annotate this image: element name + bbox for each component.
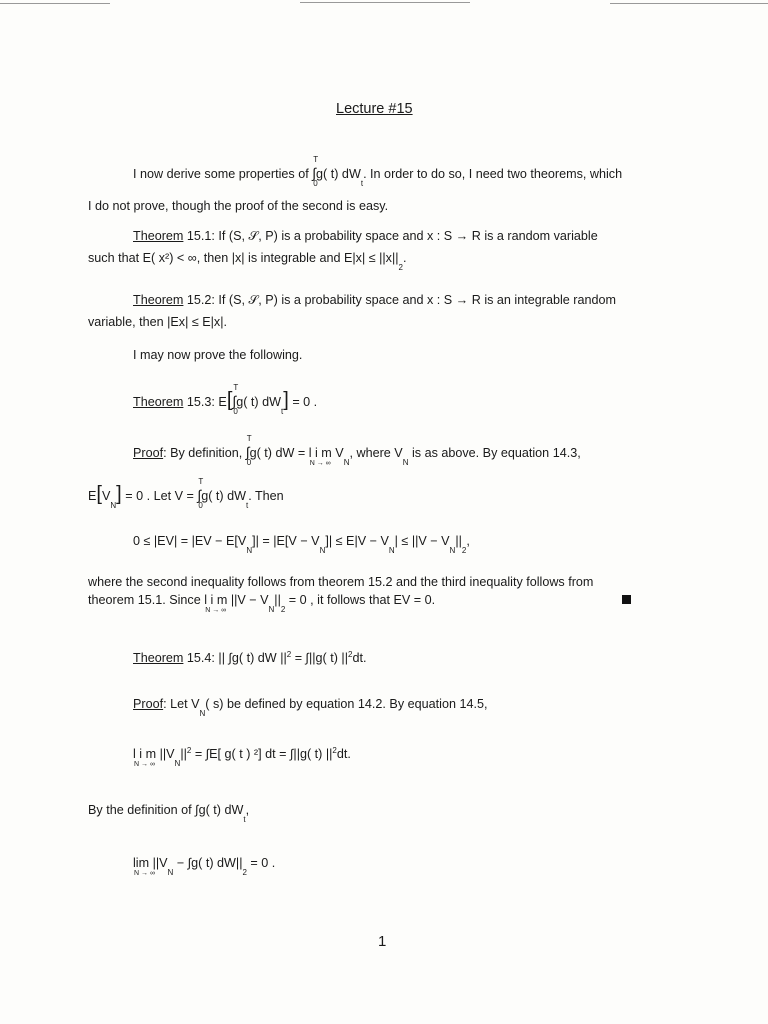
intro-line-2: I do not prove, though the proof of the second is easy. [88, 199, 389, 213]
proof-1-where-2: theorem 15.1. Since l i m N → ∞ $||V - V_N||_2 = 0$ , it follows that EV = 0. [88, 593, 436, 614]
intro-text: I now derive some properties of [133, 167, 309, 181]
ineq-part: ]| ≤ E|V − V [325, 534, 389, 548]
qed-square [622, 595, 631, 604]
scan-artifact-line [0, 3, 110, 4]
subscript: N [110, 501, 117, 510]
integral-expression: ∫g( t) dW|| [187, 856, 243, 870]
subscript: t [281, 407, 284, 416]
inequality-chain: $0 \le |EV| = |EV - E[V_N]| = |E[V - V_N]| \le E|V - V_N| \le ||V - V_N||_2$, [133, 534, 470, 555]
theorem-text: 15.3: [186, 395, 215, 409]
theorem-15-1-line-1 [133, 230, 598, 243]
norm-expression: ||V [159, 747, 175, 761]
integral-symbol: ∫ T 0 [197, 477, 204, 510]
page-title: Lecture #15 [336, 101, 413, 117]
theorem-text: such that E( x²) < ∞, then |x| is integrable and E|x| ≤ ||x|| [88, 251, 399, 265]
equals: = [194, 747, 203, 761]
limit: l i m N → ∞ [133, 747, 157, 768]
equals: = [297, 446, 306, 460]
equation-rhs: = 0 . [292, 395, 318, 409]
theorem-label: Theorem [133, 651, 184, 665]
proof-text: : Let V [163, 697, 200, 711]
integral-expression: g( t) dW [201, 489, 246, 503]
proof-label: Proof [133, 446, 164, 460]
theorem-text: 15.1: If (S, 𝒮, P) is a probability space and x : S → R is a random variable [186, 229, 598, 243]
intro-text: . In order to do so, I need two theorems, which [363, 167, 623, 181]
superscript: 2 [286, 650, 292, 659]
theorem-15-3 [133, 383, 318, 416]
theorem-label: Theorem [133, 229, 184, 243]
equation-lhs: || ∫g( t) dW || [218, 651, 287, 665]
intro-line-1 [133, 155, 623, 188]
norm-expression: ||V − V [230, 593, 269, 607]
ineq-part: 0 ≤ |EV| = |EV − E[V [133, 534, 247, 548]
subscript: N [199, 709, 206, 718]
integral-symbol: ∫ T 0 [245, 434, 252, 467]
theorem-label: Theorem [133, 293, 184, 307]
scan-artifact-line [300, 2, 470, 3]
proof-1-line-2: $E[V_N] = 0$ . Let V = ∫ T 0 g( t) $dW_t$. Then [88, 477, 284, 510]
proof-text: ( s) be defined by equation 14.2. By equation 14.5, [205, 697, 488, 711]
bracket: ] [283, 389, 289, 411]
theorem-label: Theorem [133, 395, 184, 409]
theorem-15-2-line-2: variable, then |Ex| ≤ E|x|. [88, 315, 227, 329]
bracket: [ [226, 389, 233, 411]
theorem-15-4 [133, 652, 366, 665]
expectation-symbol: E [88, 489, 97, 503]
equation-part: ∫||g( t) || [289, 747, 333, 761]
superscript: 2 [347, 650, 353, 659]
norm-expression: ||V [152, 856, 168, 870]
subscript: N [343, 458, 350, 467]
ineq-part: || [455, 534, 462, 548]
theorem-text: 15.4: [186, 651, 215, 665]
equation-part: ∫E[ g( t ) ²] dt = [205, 747, 287, 761]
proof-2-equation: l i m N → ∞ $||V_N||^2 = \int E$[ g( t ) ²] dt = ∫||g( t) $||^2dt$. [133, 746, 351, 768]
ineq-part: | ≤ ||V − V [394, 534, 450, 548]
proof-text: , where V [349, 446, 403, 460]
proof-2-definition: By the definition of ∫g( t) $dW_t$, [88, 803, 250, 824]
subscript: N [402, 458, 409, 467]
proof-text: is as above. By equation 14.3, [411, 446, 581, 460]
norm-expression: || [180, 747, 187, 761]
proof-text: By the definition of [88, 803, 192, 817]
variable: V [335, 446, 344, 460]
proof-text: theorem 15.1. Since [88, 593, 201, 607]
integral-expression: g( t) dW [316, 167, 361, 181]
limit: l i m N → ∞ [204, 593, 228, 614]
proof-text: . Then [248, 489, 284, 503]
limit: l i m N → ∞ [308, 446, 332, 467]
proof-1-line-1 [133, 434, 581, 467]
proof-1-where-1: where the second inequality follows from theorem 15.2 and the third inequality follows from [88, 575, 594, 589]
equals: = [294, 651, 303, 665]
proof-text: = 0 , it follows that EV = 0. [288, 593, 436, 607]
equation-rhs: dt. [352, 651, 367, 665]
theorem-15-2-line-1 [133, 294, 616, 307]
integral-expression: g( t) dW [249, 446, 295, 460]
proof-label: Proof [133, 697, 164, 711]
integral-expression: g( t) dW [236, 395, 282, 409]
subscript: 2 [398, 263, 403, 272]
prove-following: I may now prove the following. [133, 348, 303, 362]
punct: , [466, 534, 470, 548]
integral-symbol: ∫ T 0 [312, 155, 319, 188]
proof-2-line-1 [133, 697, 488, 718]
theorem-text: 15.2: If (S, 𝒮, P) is a probability space and x : S → R is an integrable random [186, 293, 616, 307]
proof-text: : By definition, [163, 446, 243, 460]
expectation-symbol: E [218, 395, 227, 409]
proof-2-final-equation: lim N → ∞ $||V_N - \int g$( t) $dW||_2 = 0$ . [133, 856, 276, 877]
minus: − [176, 856, 185, 870]
punct: , [245, 803, 250, 817]
punct: . [402, 251, 407, 265]
limit: lim N → ∞ [133, 856, 155, 877]
scan-artifact-line [610, 3, 768, 4]
equation-rhs: ∫||g( t) || [305, 651, 348, 665]
integral-symbol: ∫ T 0 [232, 383, 239, 416]
subscript: t [360, 179, 364, 188]
theorem-15-1-line-2 [88, 251, 407, 272]
subscript: t [245, 501, 249, 510]
integral-expression: ∫g( t) dW [195, 803, 244, 817]
equation-part: dt. [336, 747, 351, 761]
page-number: 1 [378, 933, 387, 950]
ineq-part: ]| = |E[V − V [252, 534, 320, 548]
equation-rhs: = 0 . [250, 856, 276, 870]
proof-text: = 0 . Let V = [125, 489, 194, 503]
norm-expression: || [274, 593, 281, 607]
